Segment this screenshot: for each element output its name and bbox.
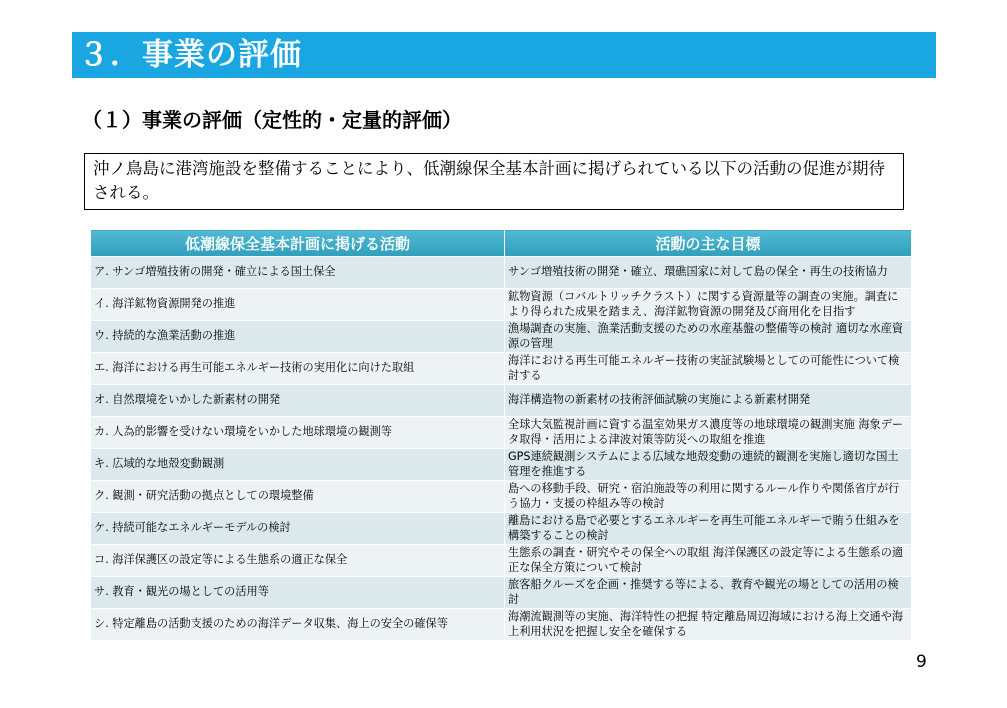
activity-cell: コ. 海洋保護区の設定等による生態系の適正な保全 [91,545,505,577]
goal-cell: 全球大気監視計画に資する温室効果ガス濃度等の地球環境の観測実施 海象データ取得・活用による津波対策等防災への取組を推進 [505,417,912,449]
goal-cell: 漁場調査の実施、漁業活動支援のための水産基盤の整備等の検討 適切な水産資源の管理 [505,321,912,353]
table-row [91,289,912,321]
table-row [91,545,912,577]
activity-cell: イ. 海洋鉱物資源開発の推進 [91,289,505,321]
activity-cell: カ. 人為的影響を受けない環境をいかした地球環境の観測等 [91,417,505,449]
activity-cell: ケ. 持続可能なエネルギーモデルの検討 [91,513,505,545]
goal-cell: 海洋構造物の新素材の技術評価試験の実施による新素材開発 [505,385,912,417]
activity-cell: オ. 自然環境をいかした新素材の開発 [91,385,505,417]
goal-cell: 旅客船クルーズを企画・推奨する等による、教育や観光の場としての活用の検討 [505,577,912,609]
activities-table [90,229,912,641]
activity-cell: ア. サンゴ増殖技術の開発・確立による国土保全 [91,257,505,289]
table-row [91,481,912,513]
goal-cell: GPS連続観測システムによる広域な地殻変動の連続的観測を実施し適切な国土管理を推進する [505,449,912,481]
table-header-row [91,230,912,257]
table-row [91,257,912,289]
section-subtitle: （１）事業の評価（定性的・定量的評価） [82,108,462,132]
table-row [91,513,912,545]
slide-title: ３．事業の評価 [72,32,936,78]
table-row [91,385,912,417]
page-number: 9 [916,652,927,672]
goal-cell: 離島における島で必要とするエネルギーを再生可能エネルギーで賄う仕組みを構築することの検討 [505,513,912,545]
table-row [91,577,912,609]
header-goal: 活動の主な目標 [505,230,912,257]
activity-cell: サ. 教育・観光の場としての活用等 [91,577,505,609]
activity-cell: キ. 広域的な地殻変動観測 [91,449,505,481]
activity-cell: エ. 海洋における再生可能エネルギー技術の実用化に向けた取組 [91,353,505,385]
goal-cell: 生態系の調査・研究やその保全への取組 海洋保護区の設定等による生態系の適正な保全方策について検討 [505,545,912,577]
goal-cell: 鉱物資源（コバルトリッチクラスト）に関する資源量等の調査の実施。調査により得られた成果を踏まえ、海洋鉱物資源の開発及び商用化を目指す [505,289,912,321]
table-row [91,609,912,641]
table-row [91,353,912,385]
goal-cell: 海潮流観測等の実施、海洋特性の把握 特定離島周辺海域における海上交通や海上利用状況を把握し安全を確保する [505,609,912,641]
goal-cell: 島への移動手段、研究・宿泊施設等の利用に関するルール作りや関係省庁が行う協力・支援の枠組み等の検討 [505,481,912,513]
activity-cell: シ. 特定離島の活動支援のための海洋データ収集、海上の安全の確保等 [91,609,505,641]
header-activity: 低潮線保全基本計画に掲げる活動 [91,230,505,257]
table-row [91,321,912,353]
activity-cell: ウ. 持続的な漁業活動の推進 [91,321,505,353]
activity-cell: ク. 観測・研究活動の拠点としての環境整備 [91,481,505,513]
table-row [91,417,912,449]
goal-cell: サンゴ増殖技術の開発・確立、環礁国家に対して島の保全・再生の技術協力 [505,257,912,289]
intro-text-box: 沖ノ鳥島に港湾施設を整備することにより、低潮線保全基本計画に掲げられている以下の活動の促進が期待される。 [84,153,904,210]
table-row [91,449,912,481]
goal-cell: 海洋における再生可能エネルギー技術の実証試験場としての可能性について検討する [505,353,912,385]
